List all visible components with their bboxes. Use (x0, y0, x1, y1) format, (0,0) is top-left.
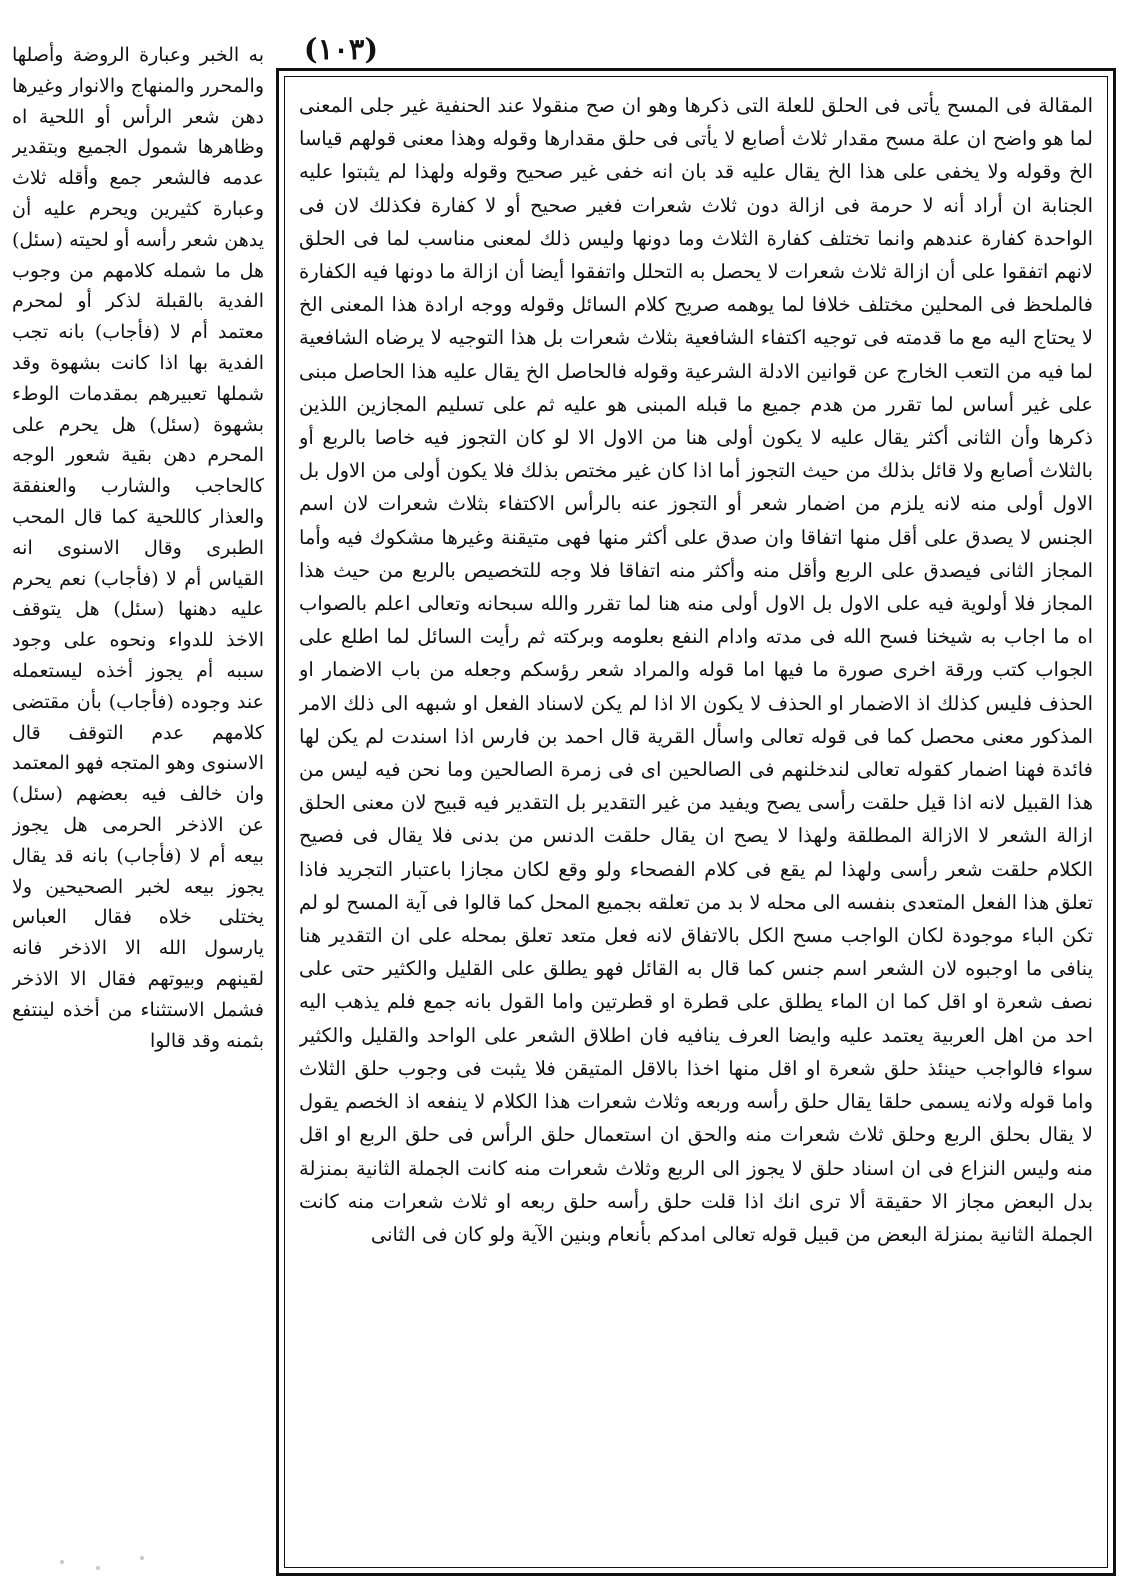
page-number: (١٠٣) (303, 32, 379, 66)
margin-text-body (12, 40, 264, 1056)
scan-speck (60, 1560, 64, 1564)
margin-commentary (12, 40, 264, 1575)
scan-speck (140, 1556, 144, 1560)
margin-paragraph: به الخبر وعبارة الروضة وأصلها والمحرر والمنهاج والانوار وغيرها دهن شعر الرأس أو اللحية اه وظاهرها شمول الجميع وبتقدير عدمه فالشعر جمع وأقله ثلاث وعبارة كثيرين ويحرم عليه أن يدهن شعر رأسه أو لحيته (سئل) هل ما شمله كلامهم من وجوب الفدية بالقبلة لذكر أو لمحرم معتمد أم لا (فأجاب) بانه تجب الفدية بها اذا كانت بشهوة وقد شملها تعبيرهم بمقدمات الوطء بشهوة (سئل) هل يحرم على المحرم دهن بقية شعور الوجه كالحاجب والشارب والعنفقة والعذار كاللحية كما قال المحب الطبرى وقال الاسنوى انه القياس أم لا (فأجاب) نعم يحرم عليه دهنها (سئل) هل يتوقف الاخذ للدواء ونحوه على وجود سببه أم يجوز أخذه ليستعمله عند وجوده (فأجاب) بأن مقتضى كلامهم عدم التوقف قال الاسنوى وهو المتجه فهو المعتمد وان خالف فيه بعضهم (سئل) عن الاذخر الحرمى هل يجوز بيعه أم لا (فأجاب) بانه قد يقال يجوز بيعه لخبر الصحيحين ولا يختلى خلاه فقال العباس يارسول الله الا الاذخر فانه لقينهم وبيوتهم فقال الا الاذخر فشمل الاستثناء من أخذه لينتفع بثمنه وقد قالوا (12, 44, 264, 1052)
main-text-body (299, 89, 1093, 1559)
main-text-frame (276, 68, 1116, 1576)
main-paragraph: المقالة فى المسح يأتى فى الحلق للعلة التى ذكرها وهو ان صح منقولا عند الحنفية غير جلى المعنى لما هو واضح ان علة مسح مقدار ثلاث أصابع لا يأتى فى حلق مقدارها وقوله وهذا معنى قولهم قياسا الخ وقوله ولا يخفى على هذا الخ يقال عليه قد بان انه خفى غير صحيح وقوله ولهذا لم يثبتوا عليه الجنابة ان أراد أنه لا حرمة فى ازالة دون ثلاث شعرات فغير صحيح أو لا كفارة فكذلك لان فى الواحدة كفارة عندهم وانما تختلف كفارة الثلاث وما دونها وليس ذلك لمعنى مناسب لما فى الحلق لانهم اتفقوا على أن ازالة ثلاث شعرات لا يحصل به التحلل واتفقوا أيضا أن ازالة ما دونها فيه الكفارة فالملحظ فى المحلين مختلف خلافا لما يوهمه صريح كلام السائل وقوله ووجه ارادة هذا المعنى الخ لا يحتاج اليه مع ما قدمته فى توجيه اكتفاء الشافعية بثلاث شعرات بل هذا التوجيه لا يرضاه الشافعية لما فيه من التعب الخارج عن قوانين الادلة الشرعية وقوله فالحاصل الخ يقال عليه هذا الحاصل مبنى على غير أساس لما تقرر من هدم جميع ما قبله المبنى هو عليه ثم على تسليم المجازين اللذين ذكرها وأن الثانى أكثر يقال عليه لا يكون أولى هنا من الاول الا لو كان التجوز فيه خاصا بالربع أو بالثلاث أصابع ولا قائل بذلك من حيث التجوز أما اذا كان غير مختص بذلك فلا يكون أولى من الاول بل الاول أولى منه لانه يلزم من اضمار شعر أو التجوز عنه بالرأس الاكتفاء بثلاث شعرات لان اسم الجنس لا يصدق على أقل منها اتفاقا وان صدق على أكثر منها فهى متيقنة وغيرها مشكوك فيه وأما المجاز الثانى فيصدق على الربع وأقل منه وأكثر منه اتفاقا فلا وجه للتخصيص بالربع من حيث هذا المجاز فلا أولوية فيه على الاول بل الاول أولى منه هنا لما تقرر والله سبحانه وتعالى اعلم بالصواب اه ما اجاب به شيخنا فسح الله فى مدته وادام النفع بعلومه وبركته ثم رأيت السائل لما اطلع على الجواب كتب ورقة اخرى صورة ما فيها اما قوله والمراد شعر رؤسكم وجعله من باب الاضمار او الحذف فليس كذلك اذ الاضمار او الحذف لا يكون الا اذا لم يكن لاسناد الفعل او شبهه الى ذلك الامر المذكور معنى محصل كما فى قوله تعالى واسأل القرية قال احمد بن فارس اذا اسندت لم يكن لها فائدة فهنا اضمار كقوله تعالى لندخلنهم فى الصالحين اى فى زمرة الصالحين وما نحن فيه ليس من هذا القبيل لانه اذا قيل حلقت رأسى يصح ويفيد من غير التقدير بل التقدير فيه قبيح لان معنى الحلق ازالة الشعر لا الازالة المطلقة ولهذا لا يصح ان يقال حلقت الدنس من بدنى فلا يقال فى فصيح الكلام حلقت شعر رأسى ولهذا لم يقع فى كلام الفصحاء ولو وقع لكان مجازا باعتبار التجريد فاذا تعلق هذا الفعل المتعدى بنفسه الى محله لا بد من تعلقه بجميع المحل كما قالوا فى آية المسح لو لم تكن الباء موجودة لكان الواجب مسح الكل بالاتفاق لانه فعل متعد تعلق بمحله على ان التقدير هنا ينافى ما اوجبوه لان الشعر اسم جنس كما قال به القائل فهو يطلق على القليل والكثير حتى على نصف شعرة او اقل كما ان الماء يطلق على قطرة او قطرتين واما القول بانه جمع فلم يذهب اليه احد من اهل العربية يعتمد عليه وايضا العرف ينافيه فان اطلاق الشعر على الواحد والقليل والكثير سواء فالواجب حينئذ حلق شعرة او اقل منها اخذا بالاقل المتيقن فلا يثبت فى وجوب حلق الثلاث واما قوله ولانه يسمى حلقا يقال حلق رأسه وربعه وثلاث شعرات هذا الكلام لا ينفعه اذ الخصم يقول لا يقال بحلق الربع وحلق ثلاث شعرات منه والحق ان استعمال حلق الرأس فى حلق الربع او اقل منه وليس النزاع فى ان اسناد حلق لا يجوز الى الربع وثلاث شعرات منه كانت الجملة الثانية بمنزلة بدل البعض مجاز الا حقيقة ألا ترى انك اذا قلت حلق رأسه حلق ربعه او ثلاث شعرات منه كانت الجملة الثانية بمنزلة البعض من قبيل قوله تعالى امدكم بأنعام وبنين الآية ولو كان فى الثانى (299, 94, 1093, 1246)
scan-speck (96, 1566, 100, 1570)
